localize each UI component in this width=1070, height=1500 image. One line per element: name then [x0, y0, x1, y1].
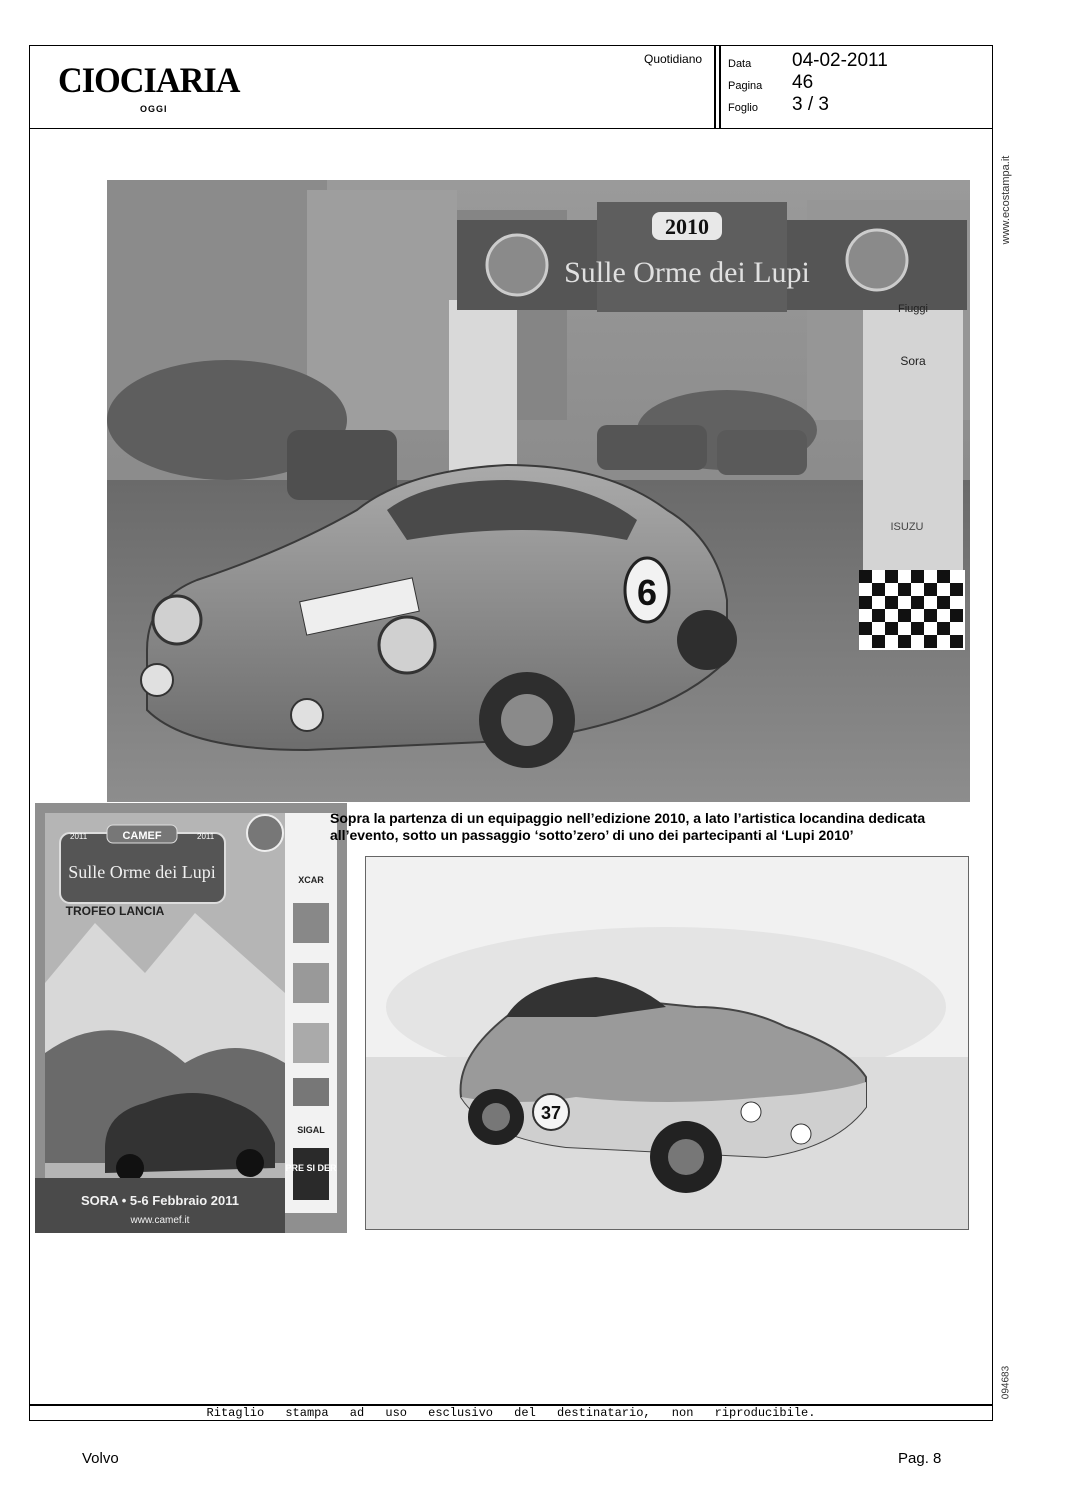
poster-year-right: 2011: [197, 832, 215, 841]
poster-trophy: TROFEO LANCIA: [65, 904, 165, 918]
checkered-flag-pattern: [859, 570, 965, 650]
photo-start-arch: [107, 180, 970, 802]
poster-sponsor-xcar: XCAR: [298, 875, 324, 885]
poster-brand: CAMEF: [122, 830, 162, 842]
header-divider: [714, 46, 716, 128]
page-number: Pag. 8: [898, 1450, 942, 1467]
club-emblem-icon: [487, 235, 547, 295]
side-url: www.ecostampa.it: [1000, 155, 1012, 245]
sheet-value: 3 / 3: [792, 94, 829, 115]
poster-dates: SORA • 5-6 Febbraio 2011: [81, 1193, 239, 1208]
car-number-37: 37: [540, 1103, 562, 1123]
poster-emblem-icon: [247, 815, 283, 851]
photo-event-poster: [35, 803, 347, 1233]
newspaper-logo: CIOCIARIA: [58, 60, 240, 100]
newspaper-logo-sub: OGGI: [140, 104, 168, 114]
side-code: 094683: [1000, 1365, 1012, 1400]
date-label: Data: [728, 58, 752, 70]
poster-sponsor-presider: PRE SI DER: [285, 1163, 337, 1173]
poster-title: Sulle Orme dei Lupi: [68, 862, 216, 882]
photo-caption: Sopra la partenza di un equipaggio nell’edizione 2010, a lato l’artistica locandina dedicata all’evento, sotto un passaggio ‘sotto’zero’ di uno dei partecipanti al ‘Lupi 2010’: [330, 810, 926, 843]
poster-website: www.camef.it: [130, 1215, 190, 1226]
poster-year-left: 2011: [70, 832, 88, 841]
date-value: 04-02-2011: [792, 50, 888, 71]
footer-disclaimer: Ritaglio stampa ad uso esclusivo del destinatario, non riproducibile.: [206, 1406, 816, 1420]
publication-type: Quotidiano: [644, 52, 703, 66]
sheet-label: Foglio: [728, 102, 758, 114]
sponsor-fiuggi: Fiuggi: [898, 303, 928, 315]
poster-sponsor-sigal: SIGAL: [297, 1125, 325, 1135]
page-value: 46: [792, 72, 814, 93]
car-number-6: 6: [636, 572, 658, 613]
page-label: Pagina: [728, 80, 763, 92]
masthead-header: [29, 45, 993, 129]
sponsor-sora: Sora: [900, 354, 926, 368]
arch-year: 2010: [665, 214, 709, 239]
client-name: Volvo: [82, 1450, 119, 1467]
sponsor-isuzu: ISUZU: [890, 521, 924, 533]
photo-snow-passage: [365, 856, 969, 1230]
header-divider: [719, 46, 721, 128]
arch-title: Sulle Orme dei Lupi: [564, 256, 810, 289]
club-emblem-icon: [847, 230, 907, 290]
